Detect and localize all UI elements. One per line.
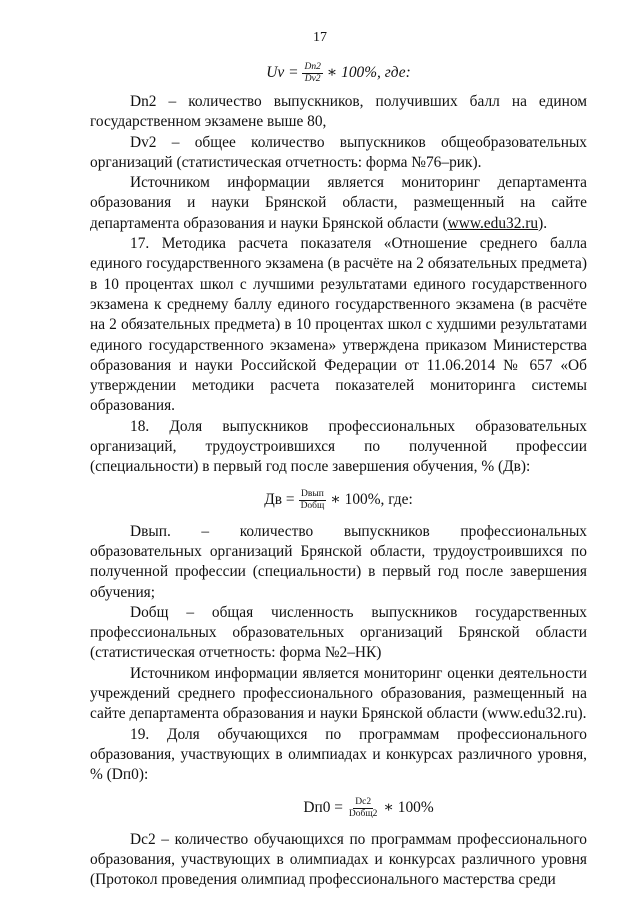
paragraph-dv2: Dv2 – общее количество выпускников общеобразовательных организаций (статистическая отчетность: форма №76–рик). bbox=[90, 133, 587, 171]
formula-dp0-fraction bbox=[347, 797, 380, 820]
formula-uv-numerator: Dn2 bbox=[304, 61, 321, 72]
paragraph-item-17: 17. Методика расчета показателя «Отношение среднего балла единого государственного экзамена (в расчёте на 2 обязательных предмета) в 10 процентах школ с лучшими результатами единого государственного экзамена к среднему баллу единого государственного экзамена (в расчёте на 2 обязательных предмета) в 10 процентах школ с худшими результатами единого государственного экзамена» утверждена приказом Министерства образования и науки Российской Федерации от 11.06.2014 № 657 «Об утверждении методики расчета показателей мониторинга системы образования. bbox=[90, 235, 587, 415]
formula-dp0 bbox=[90, 792, 587, 826]
formula-dv-lhs: Дв = bbox=[264, 491, 295, 509]
formula-dp0-rhs: ∗ 100% bbox=[383, 799, 434, 817]
formula-dv-denominator: Dобщ bbox=[300, 501, 325, 512]
formula-dv bbox=[90, 484, 587, 518]
paragraph-source-2: Источником информации является мониторинг оценки деятельности учреждений среднего профессионального образования, размещенный на сайте департамента образования и науки Брянской области (www.edu32.ru). bbox=[90, 664, 587, 723]
paragraph-dc2: Dc2 – количество обучающихся по программам профессионального образования, участвующих в олимпиадах и конкурсах различного уровня (Протокол проведения олимпиад профессионального мастерства среди bbox=[90, 830, 587, 889]
edu32-link[interactable]: www.edu32.ru bbox=[447, 214, 539, 232]
formula-uv-rhs: ∗ 100%, где: bbox=[326, 63, 411, 81]
paragraph-item-18: 18. Доля выпускников профессиональных образовательных организаций, трудоустроившихся по полученной профессии (специальности) в первый год после завершения обучения, % (Дв): bbox=[90, 417, 587, 476]
page-content bbox=[90, 52, 587, 890]
formula-dv-numerator: Dвып bbox=[301, 489, 324, 500]
source-1-end: ). bbox=[538, 214, 548, 232]
formula-uv-fraction bbox=[302, 62, 322, 85]
formula-uv bbox=[90, 56, 587, 90]
formula-uv-denominator: Dv2 bbox=[304, 73, 321, 84]
paragraph-dvyp: Dвып. – количество выпускников профессиональных образовательных организаций Брянской области, трудоустроившихся по полученной профессии (специальности) в первый год после завершения обучения; bbox=[90, 522, 587, 601]
paragraph-dn2: Dn2 – количество выпускников, получивших балл на едином государственном экзамене выше 80, bbox=[90, 93, 587, 131]
formula-dv-fraction bbox=[299, 489, 327, 512]
paragraph-dobshch: Dобщ – общая численность выпускников государственных профессиональных образовательных организаций Брянской области (статистическая отчетность: форма №2–НК) bbox=[90, 603, 587, 662]
source-1-text: Источником информации является мониторинг департамента образования и науки Брянской области, размещенный на сайте департамента образования и науки Брянской области ( bbox=[90, 174, 587, 232]
paragraph-source-1 bbox=[90, 173, 587, 234]
page-number: 17 bbox=[313, 30, 327, 45]
paragraph-item-19: 19. Доля обучающихся по программам профессионального образования, участвующих в олимпиадах и конкурсах различного уровня, % (Dп0): bbox=[90, 725, 587, 784]
formula-dv-rhs: ∗ 100%, где: bbox=[330, 491, 413, 509]
formula-dp0-lhs: Dп0 = bbox=[303, 799, 343, 817]
formula-dp0-denominator: Dобщ2 bbox=[348, 809, 378, 819]
formula-dp0-numerator: Dc2 bbox=[355, 797, 372, 807]
formula-uv-lhs: Uv = bbox=[266, 63, 299, 81]
